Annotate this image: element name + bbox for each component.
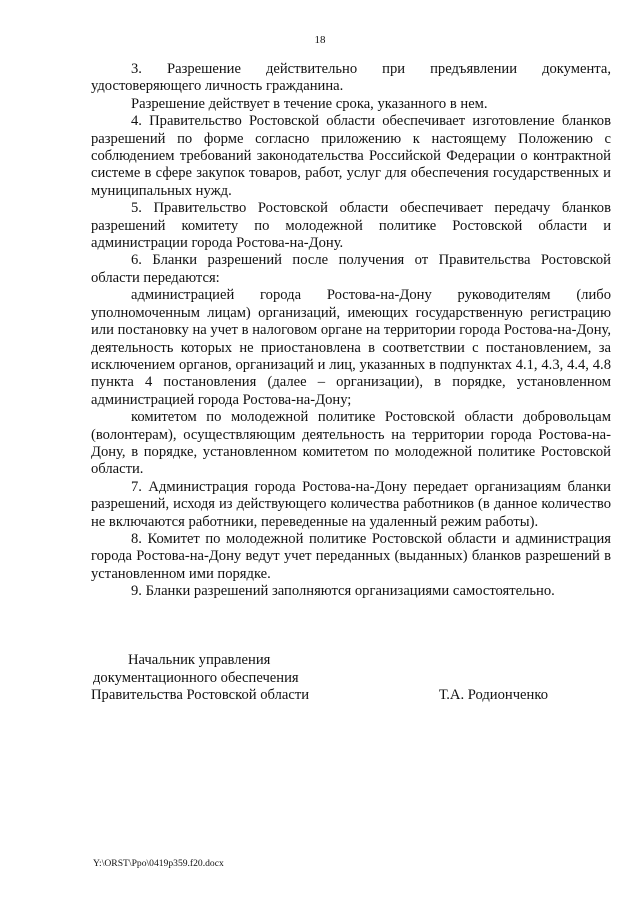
document-body xyxy=(91,61,611,601)
paragraph-5: 5. Правительство Ростовской области обеспечивает передачу бланков разрешений комитету по молодежной политике Ростовской области и администрации города Ростова-на-Дону. xyxy=(91,200,611,252)
paragraph-6-committee: комитетом по молодежной политике Ростовской области добровольцам (волонтерам), осуществляющим деятельность на территории города Ростова-на-Дону, в порядке, установленном комитетом по молодежной политике Ростовской области. xyxy=(91,409,611,478)
paragraph-9: 9. Бланки разрешений заполняются организациями самостоятельно. xyxy=(131,583,555,600)
paragraph-6-administration: администрацией города Ростова-на-Дону руководителям (либо уполномоченным лицам) организаций, имеющих государственную регистрацию или постановку на учет в налоговом органе на территории города Ростова-на-Дону, деятельность которых не приостановлена в соответствии с постановлением, за исключением органов, организаций и лиц, указанных в подпунктах 4.1, 4.3, 4.4, 4.8 пункта 4 постановления (далее – организации), в порядке, установленном администрацией города Ростова-на-Дону; xyxy=(91,287,611,408)
signer-title-line3: Правительства Ростовской области xyxy=(91,687,310,704)
paragraph-3-validity: Разрешение действует в течение срока, указанного в нем. xyxy=(131,95,488,112)
paragraph-6: 6. Бланки разрешений после получения от Правительства Ростовской области передаются: xyxy=(91,252,611,286)
paragraph-3: 3. Разрешение действительно при предъявлении документа, удостоверяющего личность гражданина. xyxy=(91,61,611,95)
signer-title-line1: Начальник управления xyxy=(128,652,271,668)
signer-row xyxy=(91,687,611,705)
footer-file-path: Y:\ORST\Ppo\0419p359.f20.docx xyxy=(93,858,224,869)
signer-name: Т.А. Родионченко xyxy=(438,687,548,704)
paragraph-7: 7. Администрация города Ростова-на-Дону передает организациям бланки разрешений, исходя из действующего количества работников (в данное количество не включаются работники, переведенные на удаленный режим работы). xyxy=(91,478,611,530)
paragraph-8: 8. Комитет по молодежной политике Ростовской области и администрация города Ростова-на-Дону ведут учет переданных (выданных) бланков разрешений в установленном ими порядке. xyxy=(91,530,611,582)
paragraph-4: 4. Правительство Ростовской области обеспечивает изготовление бланков разрешений по форме согласно приложению к настоящему Положению с соблюдением требований законодательства Российской Федерации о контрактной системе в сфере закупок товаров, работ, услуг для обеспечения государственных и муниципальных нужд. xyxy=(91,113,611,199)
signer-title-line2: документационного обеспечения xyxy=(93,669,299,686)
signature-block xyxy=(91,652,611,705)
page-number: 18 xyxy=(314,34,326,46)
